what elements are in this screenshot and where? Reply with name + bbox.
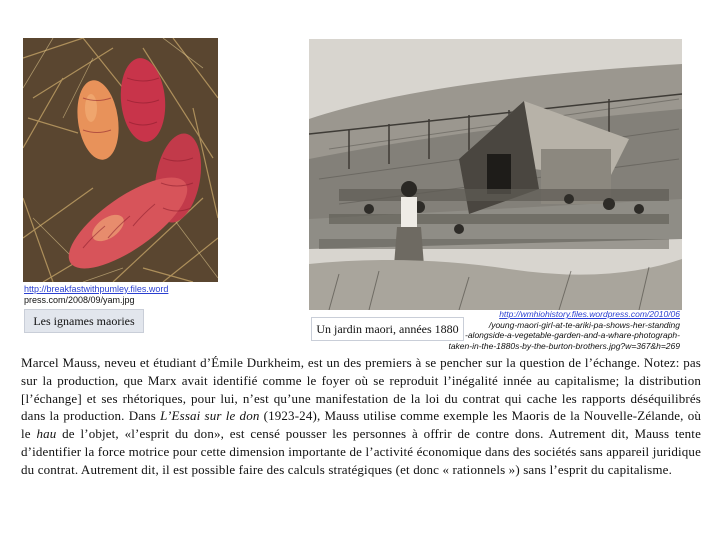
right-caption: Un jardin maori, années 1880: [311, 317, 464, 341]
right-source-link[interactable]: http://wmhiohistory.files.wordpress.com/2010/06: [499, 309, 680, 319]
left-image-source: [24, 284, 224, 306]
hau-term: hau: [36, 426, 57, 442]
right-image-source: [440, 309, 680, 351]
yam-photo: [23, 38, 218, 282]
body-text-part-3: de l’objet, «l’esprit du don», est censé pousser les personnes à offrir de contre dons. Autrement dit, Mauss tente d’identifier la force motrice pour cette dimension importante de l’activité économique dans des sociétés sans appareil juridique du contrat. Autrement dit, il est possible faire des calculs stratégiques (et donc « rationnels ») sans l’esprit du capitalisme.: [21, 426, 701, 477]
body-paragraph: [21, 354, 701, 479]
right-source-line-1: /young-maori-girl-at-te-ariki-pa-shows-her-standing: [488, 319, 680, 330]
left-source-link[interactable]: http://breakfastwithpumley.files.word: [24, 284, 169, 294]
right-source-line-2: -alongside-a-vegetable-garden-and-a-whare-photograph-: [465, 330, 680, 340]
book-title: L’Essai sur le don: [160, 408, 260, 424]
left-caption: Les ignames maories: [24, 309, 144, 333]
body-text-part-1: Marcel Mauss, neveu et étudiant d’Émile Durkheim, est un des premiers à se pencher sur la question de l’échange. Notez: pas sur la production, que Marx avait identifié comme le foyer où se reproduit l’inégalité innée au capitalisme; la distribution [l’échange] et ses rhétoriques, pour lui, n’est qu’une manifestation de la loi du contrat qui cache les rapports déséquilibrés dans la production. Dans: [21, 355, 701, 424]
left-source-link-tail: press.com/2008/09/yam.jpg: [24, 295, 135, 305]
garden-photo: [309, 39, 682, 310]
right-source-line-3: taken-in-the-1880s-by-the-burton-brothers.jpg?w=367&h=269: [448, 340, 680, 351]
body-text-part-2: (1923-24), Mauss utilise comme exemple les Maoris de la Nouvelle-Zélande, où le: [21, 408, 701, 442]
